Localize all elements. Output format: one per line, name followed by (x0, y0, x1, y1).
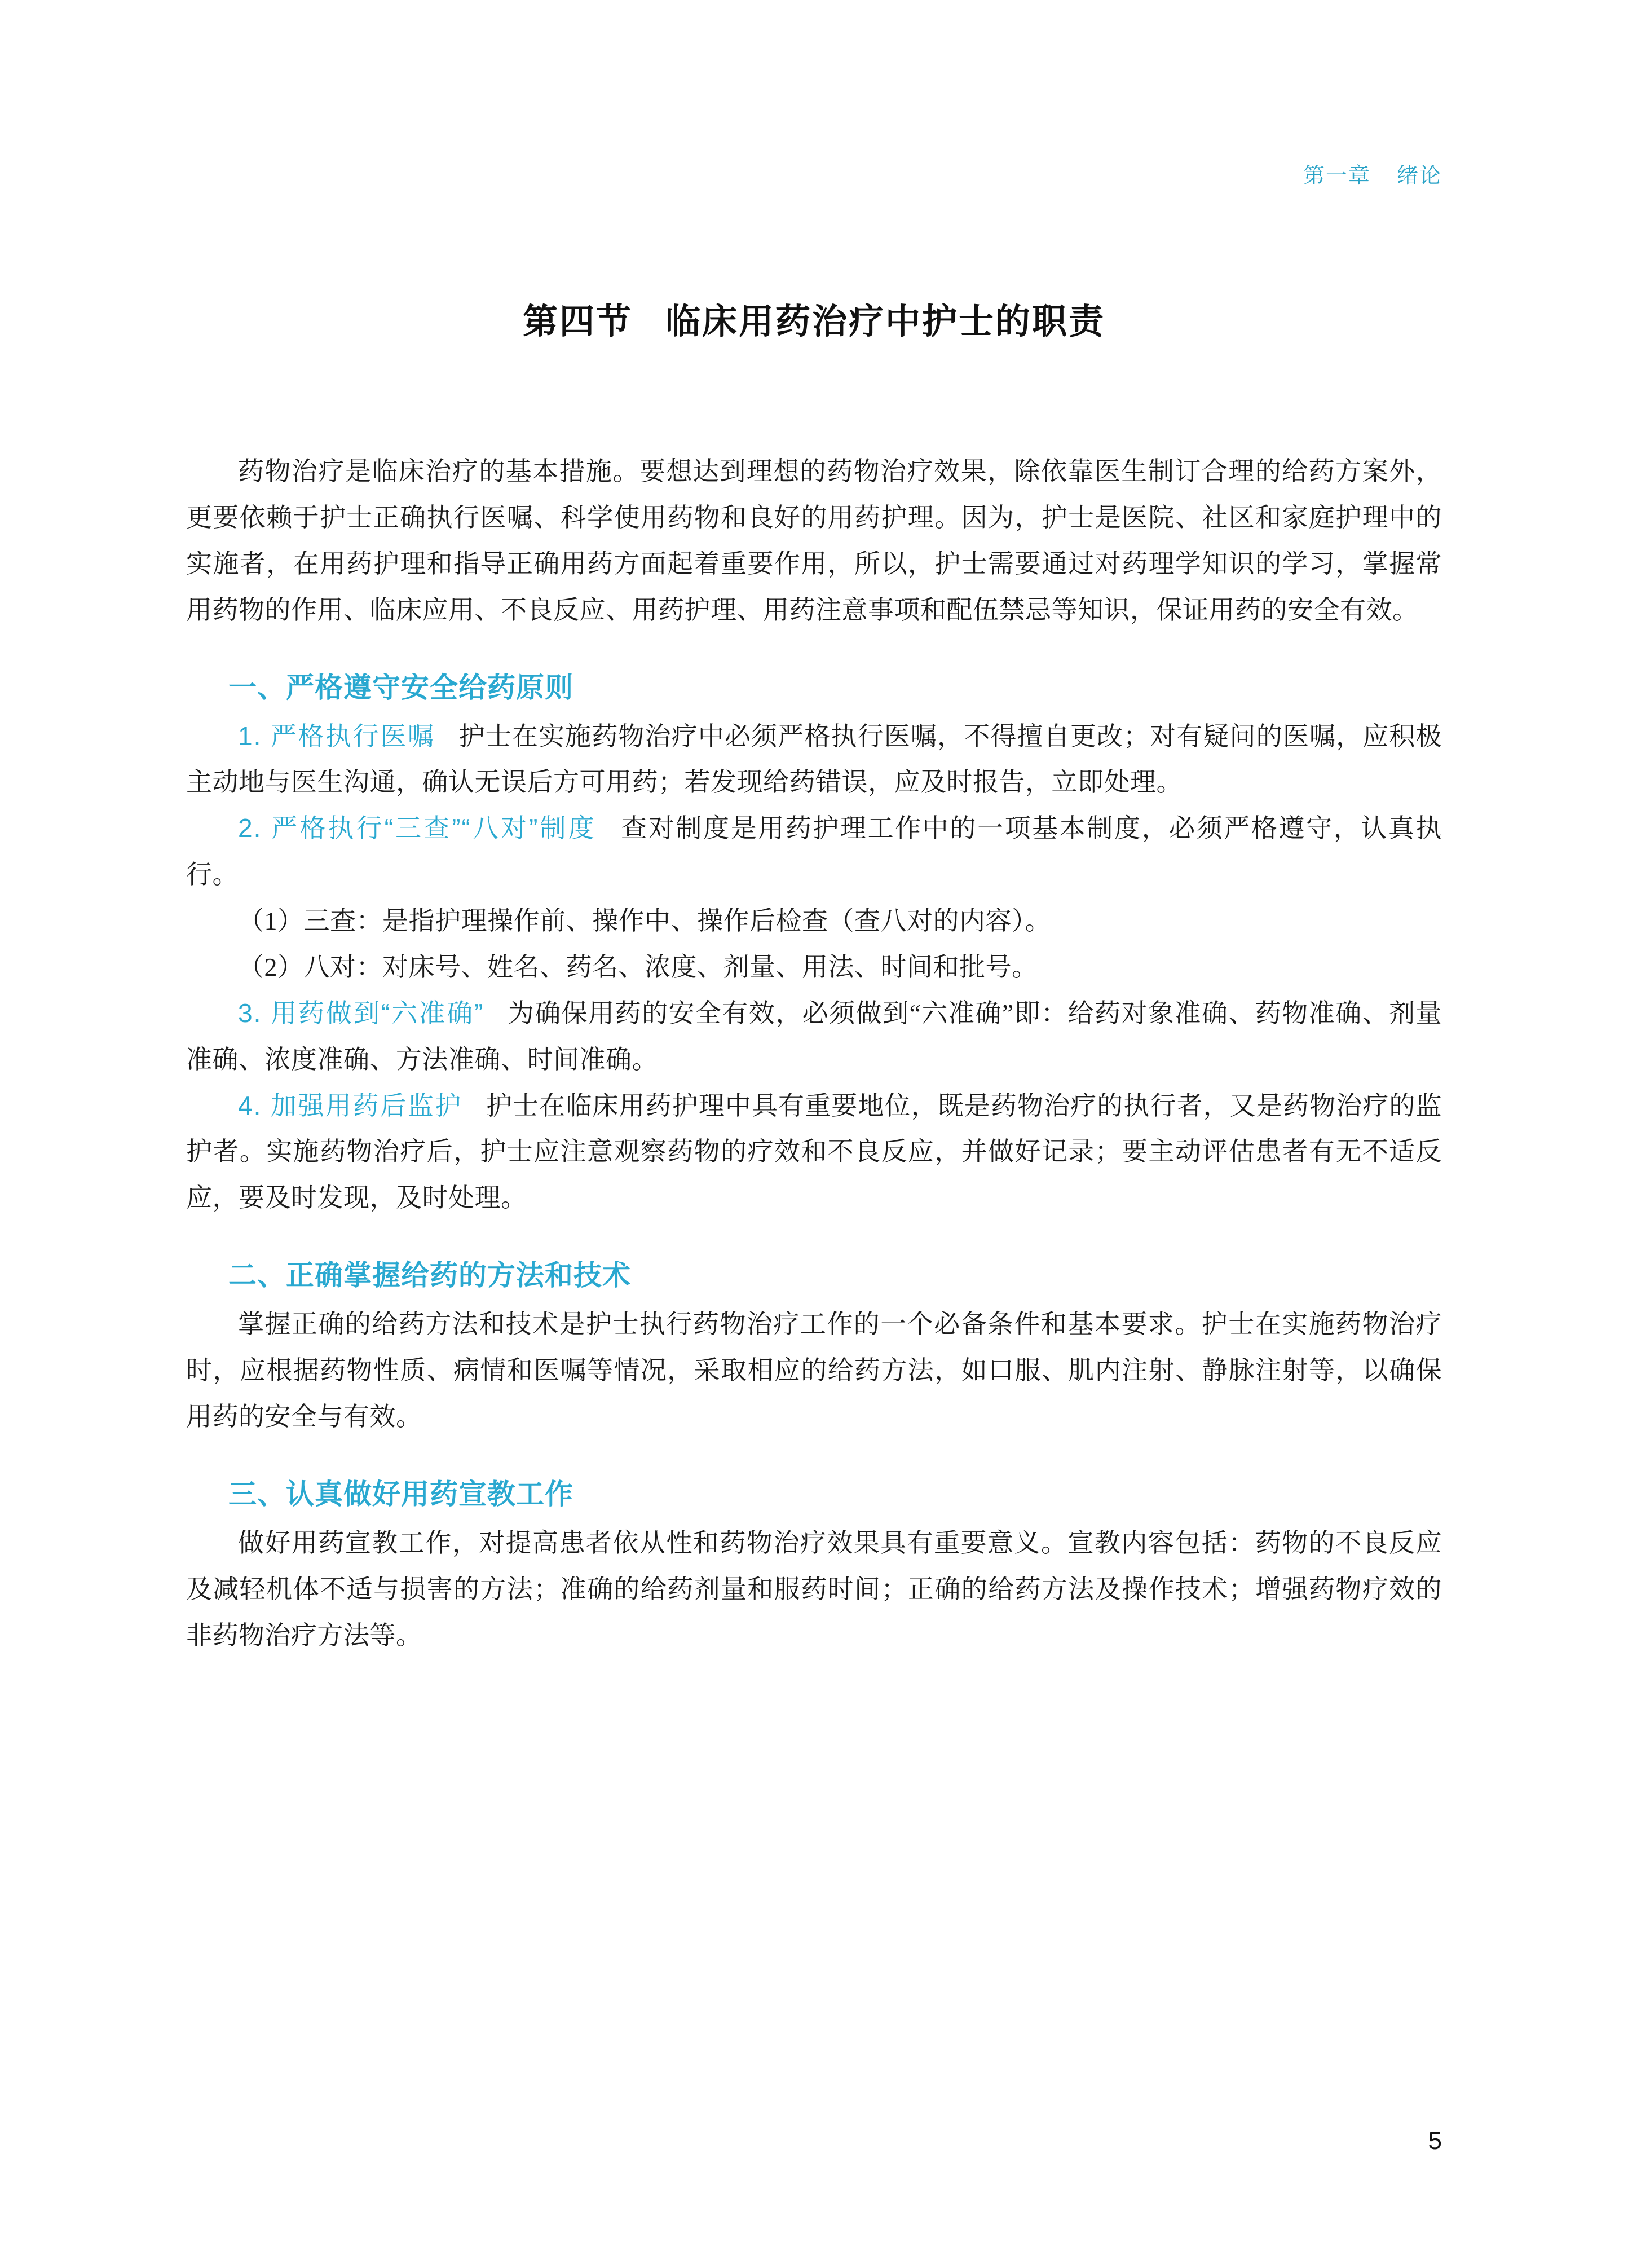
running-head (1303, 158, 1442, 189)
item-text: 护士在临床用药护理中具有重要地位，既是药物治疗的执行者，又是药物治疗的监护者。实施药物治疗后，护士应注意观察药物的疗效和不良反应，并做好记录；要主动评估患者有无不适反应，要及时发现，及时处理。 (186, 1091, 1442, 1213)
item-lead: 4. 加强用药后监护 (238, 1090, 462, 1120)
heading-one: 一、严格遵守安全给药原则 (228, 671, 573, 703)
list-item: （2）八对：对床号、姓名、药名、浓度、剂量、用法、时间和批号。 (238, 952, 1038, 981)
body-paragraph: 做好用药宣教工作，对提高患者依从性和药物治疗效果具有重要意义。宣教内容包括：药物的不良反应及减轻机体不适与损害的方法；准确的给药剂量和服药时间；正确的给药方法及操作技术；增强药物疗效的非药物治疗方法等。 (186, 1528, 1442, 1650)
intro-paragraph: 药物治疗是临床治疗的基本措施。要想达到理想的药物治疗效果，除依靠医生制订合理的给药方案外，更要依赖于护士正确执行医嘱、科学使用药物和良好的用药护理。因为，护士是医院、社区和家庭护理中的实施者，在用药护理和指导正确用药方面起着重要作用，所以，护士需要通过对药理学知识的学习，掌握常用药物的作用、临床应用、不良反应、用药护理、用药注意事项和配伍禁忌等知识，保证用药的安全有效。 (186, 457, 1442, 624)
item-lead: 3. 用药做到“六准确” (238, 998, 484, 1028)
section-title-text: 临床用药治疗中护士的职责 (665, 302, 1106, 341)
page-number: 5 (1428, 2127, 1442, 2155)
running-head-chapter: 第一章 (1303, 164, 1371, 188)
list-item (186, 990, 1442, 1083)
item-lead: 1. 严格执行医嘱 (238, 721, 435, 751)
item-text: 为确保用药的安全有效，必须做到“六准确”即：给药对象准确、药物准确、剂量准确、浓度准确、方法准确、时间准确。 (186, 998, 1442, 1074)
heading-two: 二、正确掌握给药的方法和技术 (228, 1259, 631, 1292)
heading-three: 三、认真做好用药宣教工作 (228, 1478, 573, 1510)
section-number: 第四节 (522, 302, 633, 341)
running-head-title: 绪论 (1396, 164, 1442, 188)
item-lead: 2. 严格执行“三查”“八对”制度 (238, 813, 597, 843)
list-item (186, 714, 1442, 806)
item-text: 护士在实施药物治疗中必须严格执行医嘱，不得擅自更改；对有疑问的医嘱，应积极主动地与医生沟通，确认无误后方可用药；若发现给药错误，应及时报告，立即处理。 (186, 721, 1442, 797)
list-item (186, 1083, 1442, 1222)
page-title (186, 293, 1442, 343)
page-content (186, 293, 1442, 1658)
body-paragraph: 掌握正确的给药方法和技术是护士执行药物治疗工作的一个必备条件和基本要求。护士在实施药物治疗时，应根据药物性质、病情和医嘱等情况，采取相应的给药方法，如口服、肌内注射、静脉注射等，以确保用药的安全与有效。 (186, 1310, 1442, 1431)
list-item (186, 805, 1442, 898)
item-text: 查对制度是用药护理工作中的一项基本制度，必须严格遵守，认真执行。 (186, 814, 1442, 889)
list-item: （1）三查：是指护理操作前、操作中、操作后检查（查八对的内容）。 (238, 906, 1051, 935)
